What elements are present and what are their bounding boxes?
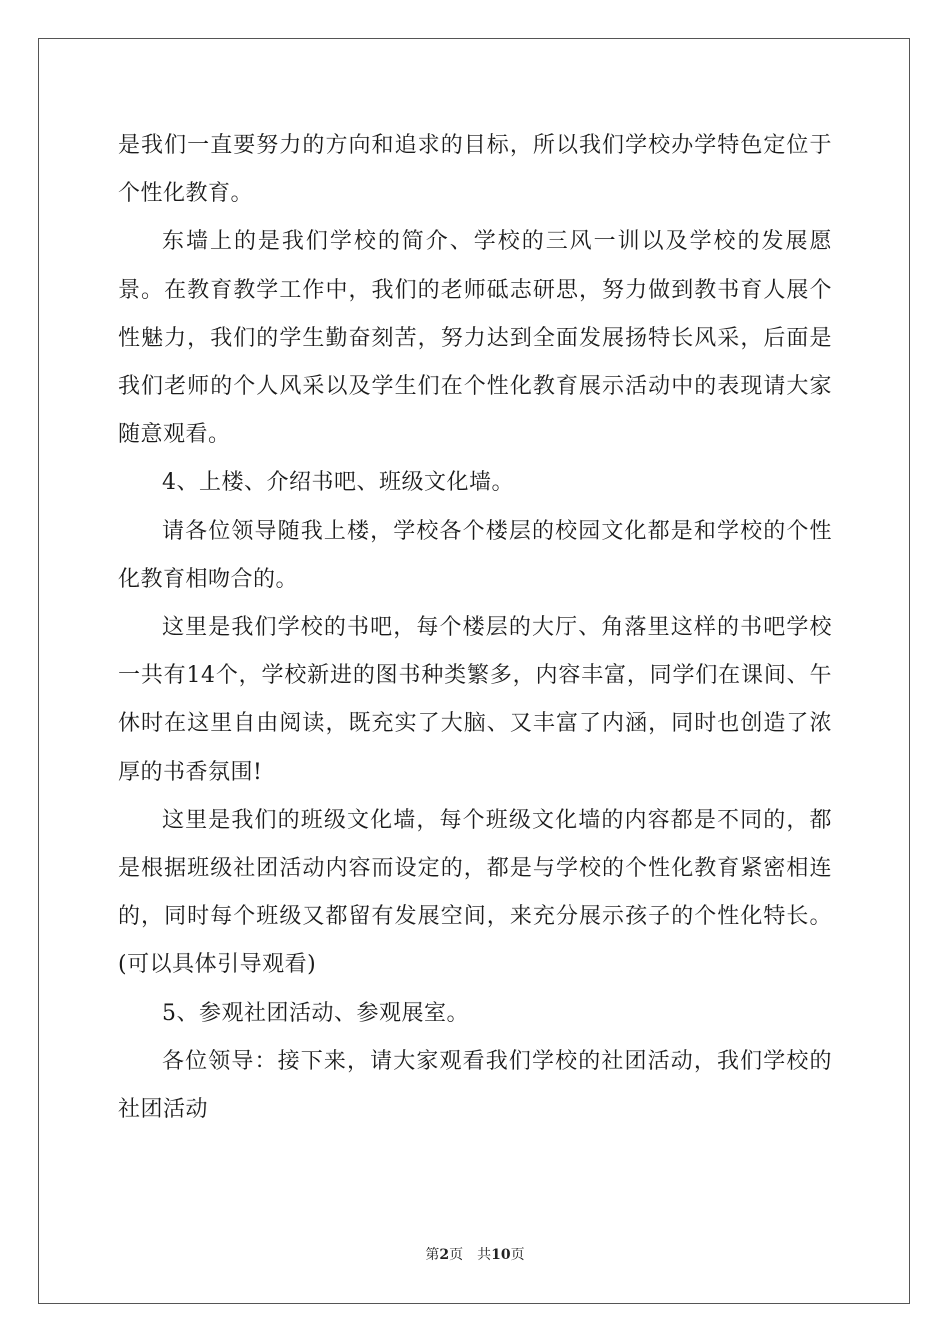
paragraph-2: 东墙上的是我们学校的简介、学校的三风一训以及学校的发展愿景。在教育教学工作中，我们的老师砥志研思，努力做到教书育人展个性魅力，我们的学生勤奋刻苦，努力达到全面发展扬特长风采，后面是我们老师的个人风采以及学生们在个性化教育展示活动中的表现请大家随意观看。 [118, 229, 832, 448]
paragraph-1: 是我们一直要努力的方向和追求的目标，所以我们学校办学特色定位于个性化教育。 [118, 133, 832, 207]
page-prefix: 第 [425, 1247, 440, 1263]
page-total: 10 [491, 1247, 511, 1263]
paragraph-8: 各位领导：接下来，请大家观看我们学校的社团活动，我们学校的社团活动 [118, 1048, 832, 1123]
total-suffix: 页 [510, 1247, 525, 1263]
paragraph-7-heading: 5、参观社团活动、参观展室。 [162, 1000, 469, 1026]
page-footer [0, 1244, 950, 1264]
paragraph-4: 请各位领导随我上楼，学校各个楼层的校园文化都是和学校的个性化教育相吻合的。 [118, 518, 832, 592]
page-current: 2 [439, 1247, 450, 1263]
paragraph-5: 这里是我们学校的书吧，每个楼层的大厅、角落里这样的书吧学校一共有14个，学校新进的图书种类繁多，内容丰富，同学们在课间、午休时在这里自由阅读，既充实了大脑、又丰富了内涵，同时也创造了浓厚的书香氛围! [118, 615, 832, 785]
page-suffix: 页 [449, 1247, 464, 1263]
total-prefix: 共 [477, 1247, 492, 1263]
document-body [118, 122, 832, 1134]
paragraph-3-heading: 4、上楼、介绍书吧、班级文化墙。 [162, 470, 514, 496]
paragraph-6: 这里是我们的班级文化墙，每个班级文化墙的内容都是不同的，都是根据班级社团活动内容而设定的，都是与学校的个性化教育紧密相连的，同时每个班级又都留有发展空间，来充分展示孩子的个性化特长。(可以具体引导观看) [118, 807, 832, 978]
